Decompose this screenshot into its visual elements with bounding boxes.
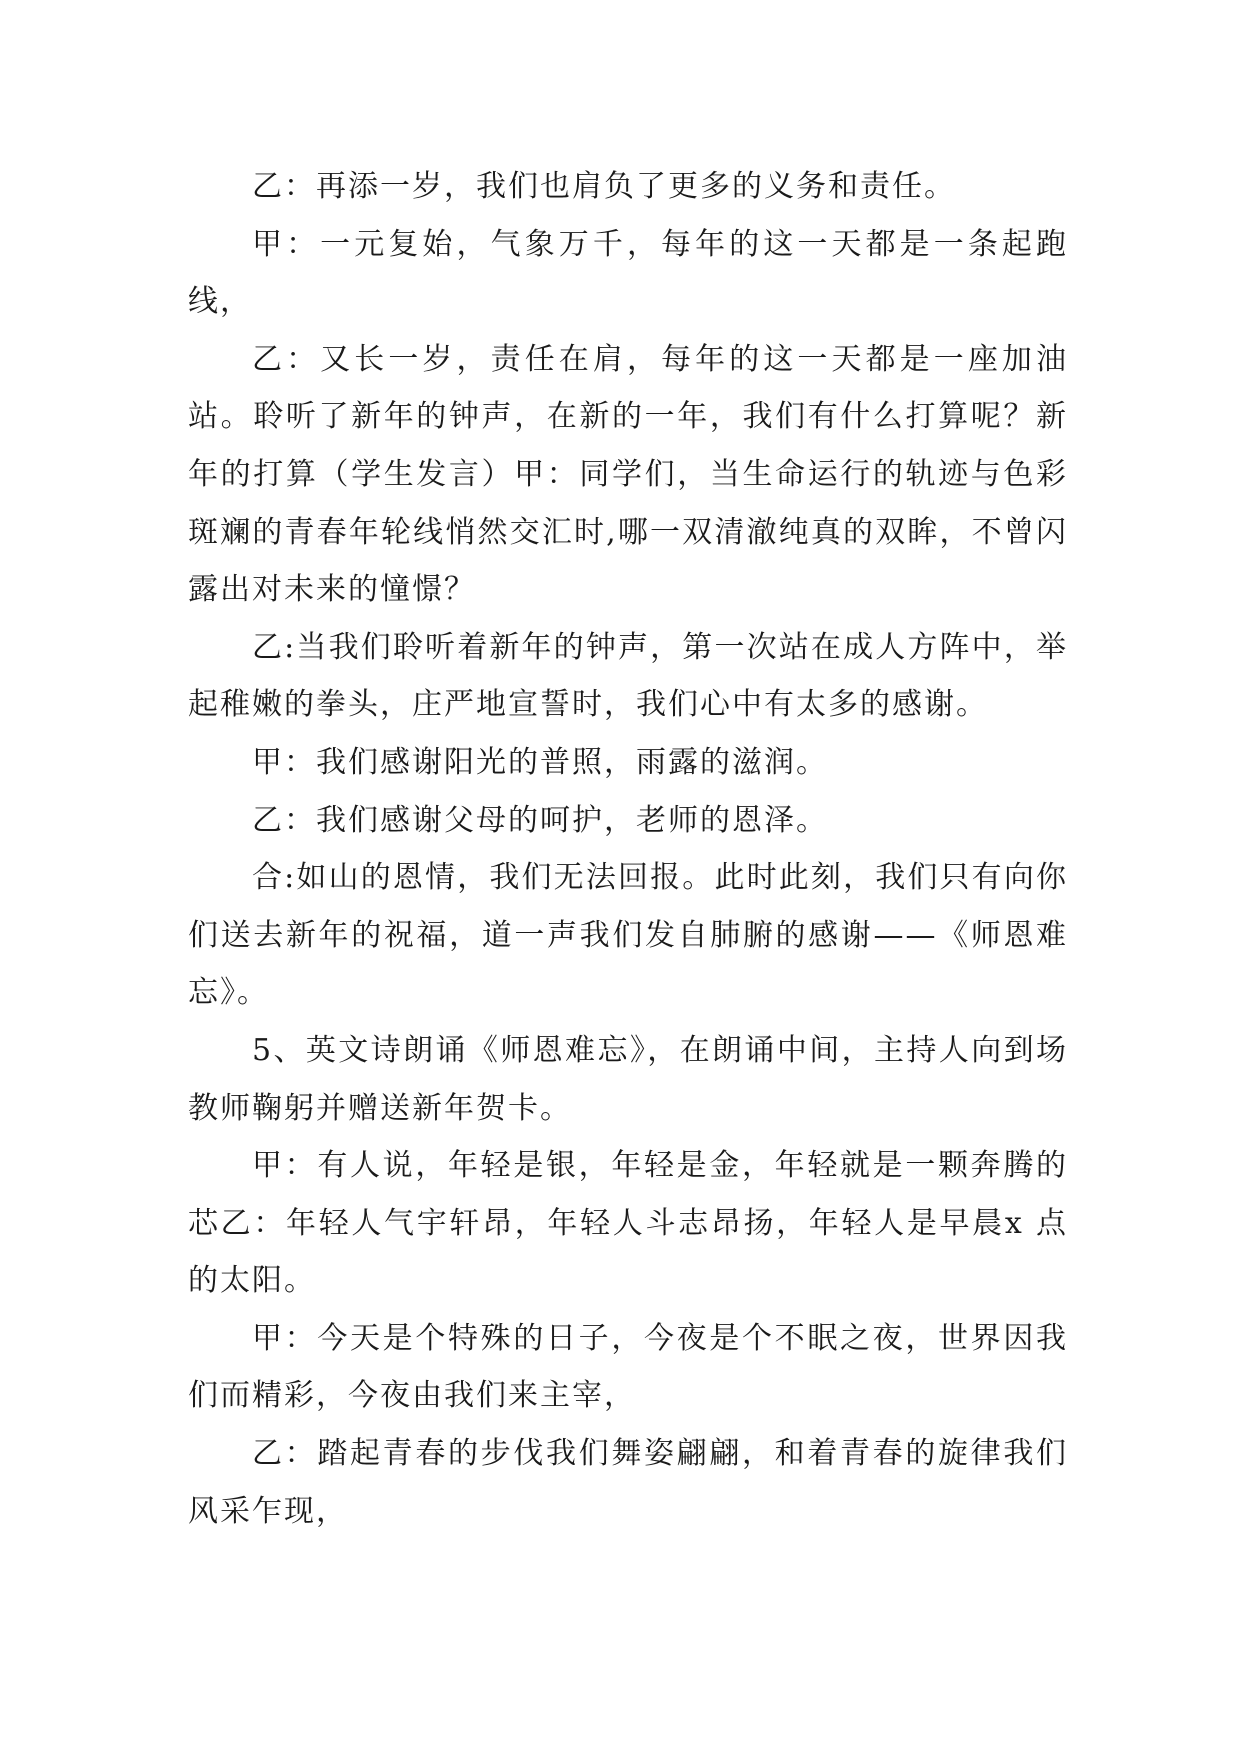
paragraph-9: 甲：有人说，年轻是银，年轻是金，年轻就是一颗奔腾的芯乙：年轻人气宇轩昂，年轻人斗志昂扬，年轻人是早晨x 点的太阳。 [188,1148,1068,1299]
paragraph-5: 甲：我们感谢阳光的普照，雨露的滋润。 [252,744,828,780]
paragraph-10: 甲：今天是个特殊的日子，今夜是个不眠之夜，世界因我们而精彩，今夜由我们来主宰， [188,1320,1068,1414]
paragraph-2: 甲：一元复始，气象万千，每年的这一天都是一条起跑线， [188,226,1068,320]
document-body [188,158,1068,1540]
paragraph-8: 5、英文诗朗诵《师恩难忘》，在朗诵中间，主持人向到场教师鞠躬并赠送新年贺卡。 [188,1032,1068,1126]
paragraph-11: 乙：踏起青春的步伐我们舞姿翩翩，和着青春的旋律我们风采乍现， [188,1436,1068,1529]
paragraph-4: 乙:当我们聆听着新年的钟声，第一次站在成人方阵中，举起稚嫩的拳头，庄严地宣誓时，我们心中有太多的感谢。 [188,629,1068,723]
paragraph-6: 乙：我们感谢父母的呵护，老师的恩泽。 [252,802,828,838]
paragraph-7: 合:如山的恩情，我们无法回报。此时此刻，我们只有向你们送去新年的祝福，道一声我们发自肺腑的感谢——《师恩难忘》。 [188,860,1068,1011]
paragraph-3: 乙：又长一岁，责任在肩，每年的这一天都是一座加油站。聆听了新年的钟声，在新的一年，我们有什么打算呢？新年的打算（学生发言）甲：同学们，当生命运行的轨迹与色彩斑斓的青春年轮线悄然交汇时,哪一双清澈纯真的双眸，不曾闪露出对未来的憧憬？ [188,341,1068,608]
paragraph-1: 乙：再添一岁，我们也肩负了更多的义务和责任。 [252,169,956,204]
